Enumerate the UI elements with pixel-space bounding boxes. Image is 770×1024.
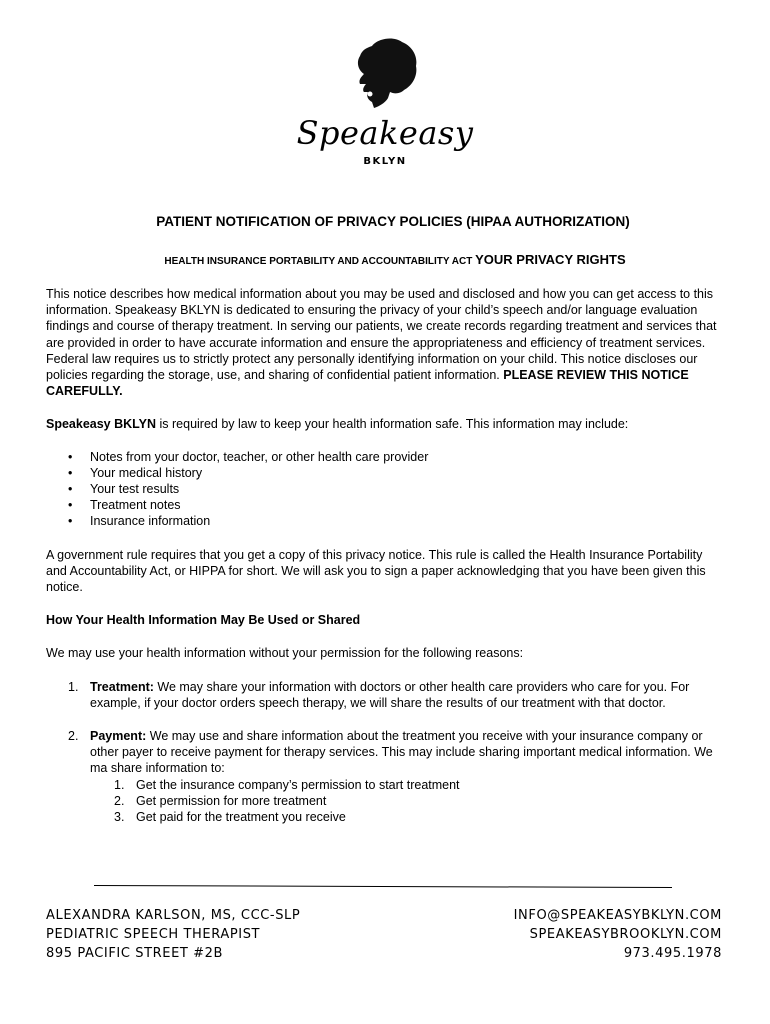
item-number: 1.: [68, 679, 79, 694]
logo: [0, 36, 770, 167]
footer-contact-info: [514, 906, 722, 963]
footer-email: INFO@SPEAKEASYBKLYN.COM: [513, 908, 722, 923]
footer-contact-person: [46, 906, 300, 963]
item-text: We may share your information with doctors or other health care providers who care for you. For example, if your doctor orders speech therapy, we will share the results of our treatment with that doctor.: [90, 679, 690, 710]
document-body: [46, 286, 726, 825]
intro-paragraph: [46, 286, 726, 399]
list-item: • Treatment notes: [90, 497, 726, 513]
info-list: [46, 449, 726, 530]
law-text: is required by law to keep your health information safe. This information may include:: [159, 417, 629, 432]
subtitle-rights: YOUR PRIVACY RIGHTS: [475, 252, 626, 267]
item-label: Treatment:: [90, 679, 154, 694]
item-text: Get the insurance company’s permission to start treatment: [136, 777, 460, 792]
footer-divider: [94, 885, 672, 888]
intro-text: This notice describes how medical information about you may be used and disclosed and how you can get access to this information. Speakeasy BKLYN is dedicated to ensuring the privacy of your child’s speech and/or language evaluation findings and course of therapy treatment. In serving our patients, we create records regarding treatment and services that are provided in order to have accurate information and ensure the appropriateness and efficiency of treatment services. Federal law requires us to strictly protect any personally identifying information on your child. This notice discloses our policies regarding the storage, use, and sharing of confidential patient information.: [46, 287, 717, 383]
document-subtitle: [0, 252, 770, 267]
list-item: • Notes from your doctor, teacher, or other health care provider: [90, 449, 726, 465]
item-label: Payment:: [90, 729, 147, 744]
document-title: PATIENT NOTIFICATION OF PRIVACY POLICIES (HIPAA AUTHORIZATION): [156, 214, 630, 229]
footer-address: 895 PACIFIC STREET #2B: [46, 946, 224, 961]
head-silhouette-icon: [350, 36, 420, 112]
footer-name: ALEXANDRA KARLSON, MS, CCC-SLP: [46, 908, 301, 923]
intro-emphasis: PLEASE REVIEW THIS NOTICE CAREFULLY.: [46, 368, 689, 399]
item-text: We may use and share information about the treatment you receive with your insurance company or other payer to receive payment for therapy services. This may include sharing important medical information. We ma share information to:: [90, 729, 713, 776]
law-paragraph: [46, 416, 726, 432]
list-item-treatment: [46, 679, 726, 711]
brand-location: BKLYN: [363, 156, 407, 167]
list-item: [114, 777, 726, 793]
item-number: 2.: [114, 793, 125, 808]
list-item-payment: [46, 728, 726, 777]
section-heading: How Your Health Information May Be Used or Shared: [46, 613, 361, 628]
list-item: • Your test results: [90, 481, 726, 497]
footer-website: SPEAKEASYBROOKLYN.COM: [529, 927, 722, 942]
item-number: 2.: [68, 729, 79, 744]
item-number: 1.: [114, 777, 125, 792]
list-item: • Your medical history: [90, 465, 726, 481]
subtitle-act: HEALTH INSURANCE PORTABILITY AND ACCOUNTABILITY ACT: [164, 256, 473, 267]
reasons-intro: We may use your health information without your permission for the following reasons:: [46, 646, 524, 661]
item-text: Get paid for the treatment you receive: [136, 810, 346, 825]
item-text: Get permission for more treatment: [136, 793, 327, 808]
list-item: [114, 793, 726, 809]
law-practice-name: Speakeasy BKLYN: [46, 417, 157, 432]
list-item: • Insurance information: [90, 513, 726, 529]
item-number: 3.: [114, 810, 125, 825]
list-item: [114, 809, 726, 825]
rule-paragraph: A government rule requires that you get a copy of this privacy notice. This rule is called the Health Insurance Portability and Accountability Act, or HIPPA for short. We will ask you to sign a paper acknowledging that you have been given this notice.: [46, 547, 706, 595]
brand-name: Speakeasy: [296, 114, 474, 152]
footer-role: PEDIATRIC SPEECH THERAPIST: [46, 927, 261, 942]
payment-sublist: [46, 777, 726, 826]
footer-phone: 973.495.1978: [623, 946, 722, 961]
